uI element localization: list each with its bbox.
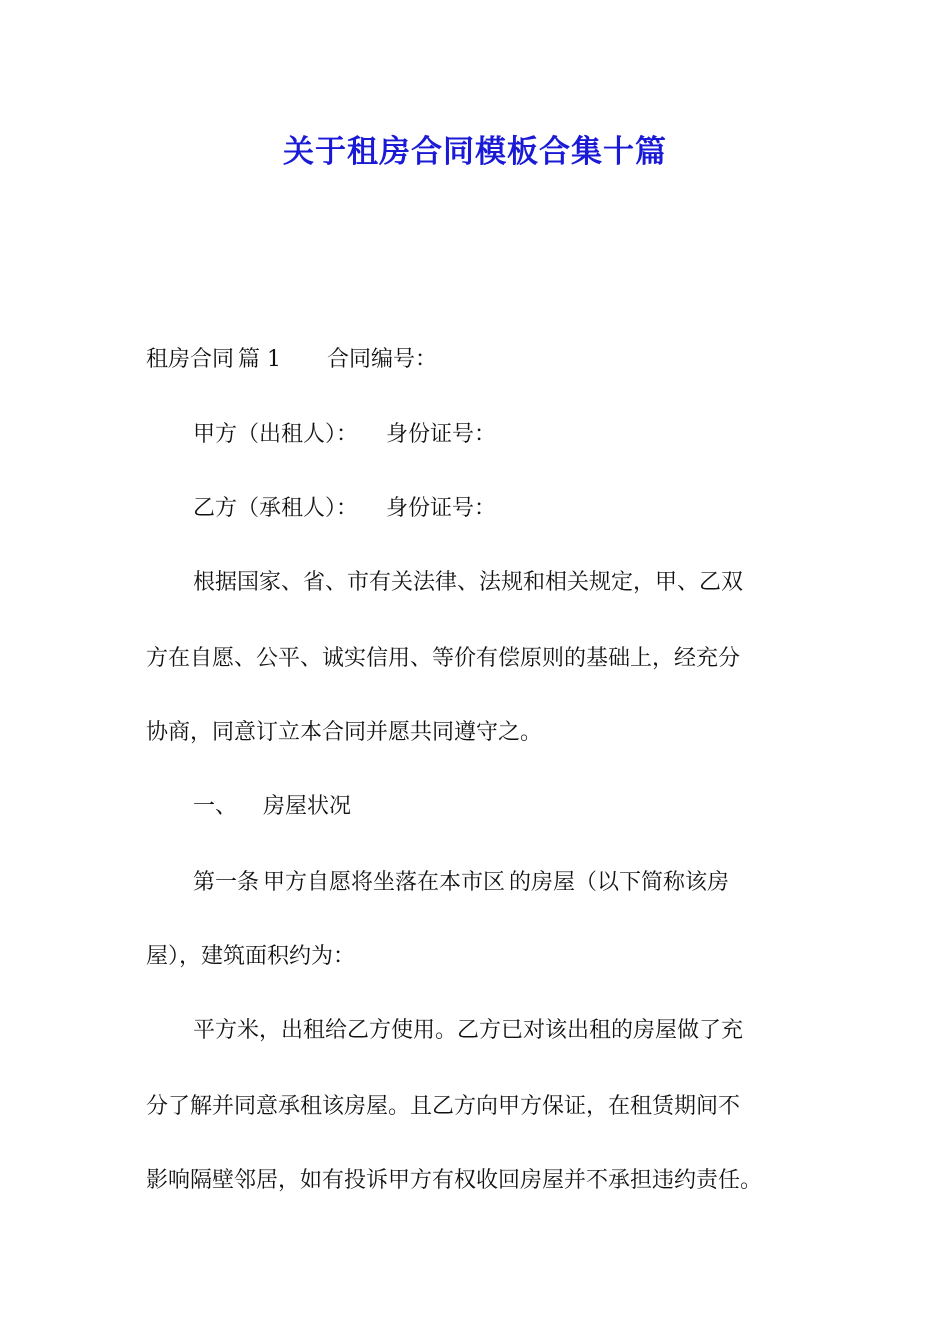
body-line: 平方米，出租给乙方使用。乙方已对该出租的房屋做了充: [193, 1018, 744, 1043]
party-a-id-label: 身份证号：: [386, 422, 497, 447]
article-line: [193, 865, 729, 901]
party-a-line: [193, 417, 496, 453]
contract-section: 篇 1: [238, 347, 282, 372]
intro-line: 根据国家、省、市有关法律、法规和相关规定，甲、乙双: [193, 570, 744, 595]
section-title: 房屋状况: [263, 794, 352, 819]
intro-line: 协商，同意订立本合同并愿共同遵守之。: [146, 720, 543, 745]
intro-line: 方在自愿、公平、诚实信用、等价有偿原则的基础上，经充分: [146, 646, 741, 671]
article-number: 第一条: [193, 870, 260, 895]
body-line: 分了解并同意承租该房屋。且乙方向甲方保证，在租赁期间不: [146, 1094, 741, 1119]
article-line: 屋），建筑面积约为：: [146, 944, 356, 969]
contract-number-label: 合同编号：: [327, 347, 438, 372]
document-title: 关于租房合同模板合集十篇: [283, 134, 667, 170]
party-a-label: 甲方（出租人）：: [193, 422, 359, 447]
party-b-label: 乙方（承租人）：: [193, 496, 359, 521]
section-number: 一、: [193, 794, 238, 819]
article-text: 的房屋（以下简称该房: [509, 870, 730, 895]
body-line: 影响隔壁邻居，如有投诉甲方有权收回房屋并不承担违约责任。: [146, 1168, 763, 1193]
article-text: 甲方自愿将坐落在本市区: [263, 870, 506, 895]
party-b-id-label: 身份证号：: [386, 496, 497, 521]
contract-label: 租房合同: [146, 347, 235, 372]
section-heading: [193, 789, 351, 825]
contract-header-line: [146, 342, 437, 378]
party-b-line: [193, 491, 496, 527]
